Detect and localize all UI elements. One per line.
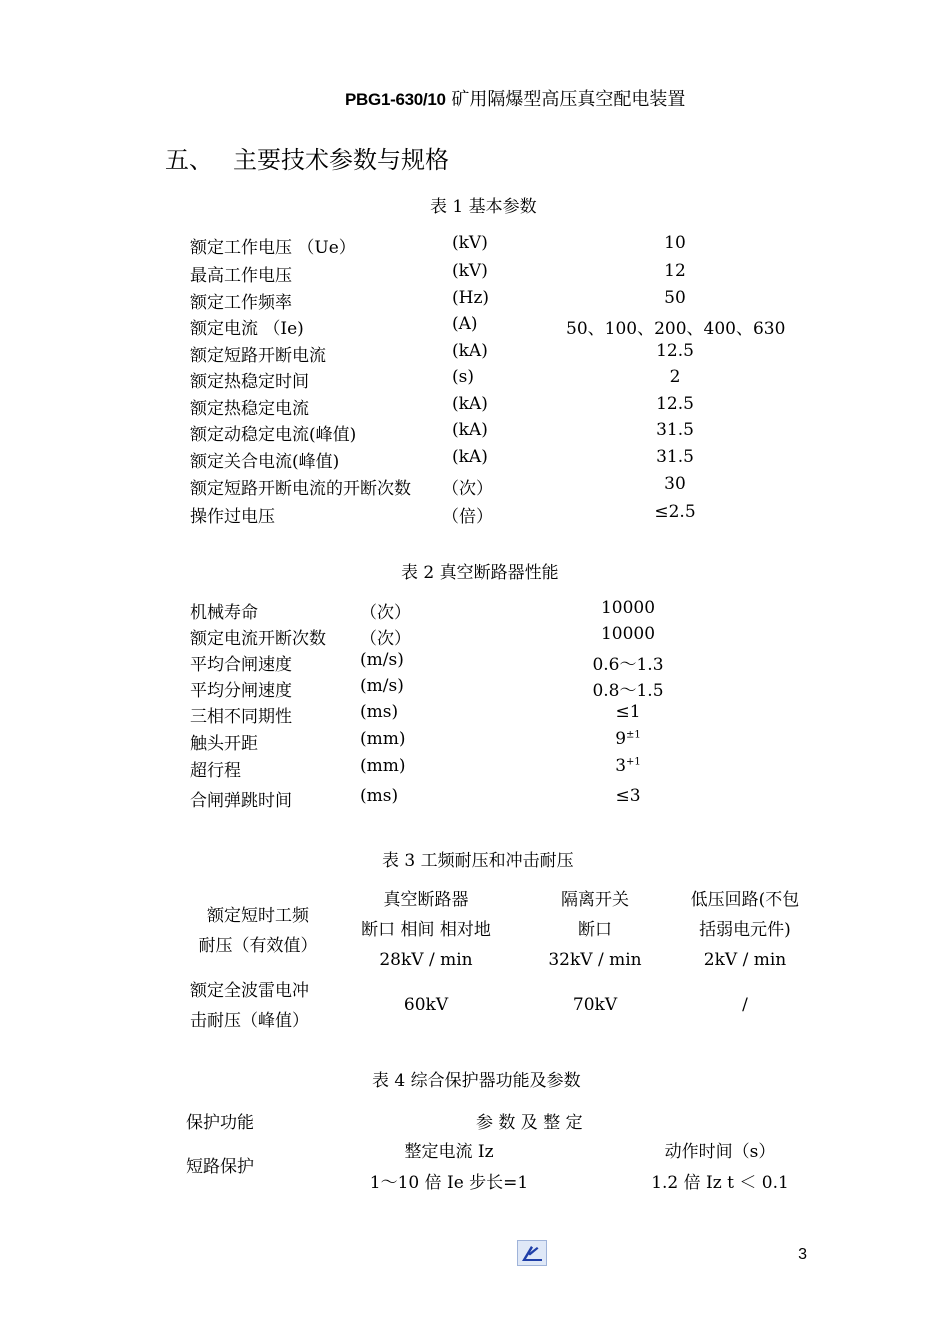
t3-row2-lv: / (742, 995, 748, 1015)
t2-r5-value: ≤1 (615, 702, 641, 722)
t2-r8-name: 合闸弹跳时间 (190, 791, 292, 811)
t3-vcb-title: 真空断路器 (383, 890, 469, 910)
t4-head-function: 保护功能 (186, 1113, 254, 1133)
t3-row2-vcb: 60kV (403, 995, 449, 1015)
t3-lv-title: 低压回路(不包 (690, 890, 800, 910)
t2-r7-tolerance: +1 (626, 756, 641, 768)
t3-iso-value: 32kV / min (548, 950, 642, 970)
t1-r11-name: 操作过电压 (190, 507, 275, 527)
t3-row2-iso: 70kV (572, 995, 618, 1015)
t1-r3-unit: (Hz) (452, 288, 490, 308)
table4-caption: 表 4 综合保护器功能及参数 (372, 1071, 581, 1091)
t2-r6-tolerance: ±1 (626, 729, 641, 741)
table1-caption: 表 1 基本参数 (430, 197, 537, 217)
t1-r4-value: 50、100、200、400、630 (566, 319, 786, 339)
t2-r1-value: 10000 (600, 598, 656, 618)
t2-r4-name: 平均分闸速度 (190, 681, 292, 701)
t3-col-low-voltage (670, 885, 820, 975)
t2-r1-name: 机械寿命 (190, 603, 258, 623)
t2-r7-unit: (mm) (360, 756, 406, 776)
section-heading (165, 140, 449, 175)
document-header (345, 85, 685, 111)
t1-r11-value: ≤2.5 (654, 502, 696, 522)
t3-col-vacuum-breaker (340, 885, 512, 975)
t1-r6-name: 额定热稳定时间 (190, 372, 309, 392)
t1-r9-unit: (kA) (452, 447, 488, 467)
t1-r10-name: 额定短路开断电流的开断次数 (190, 479, 411, 499)
t3-iso-title: 隔离开关 (561, 890, 629, 910)
t1-r9-name: 额定关合电流(峰值) (190, 452, 340, 472)
t2-r7-value: $3^{+1}$ (615, 756, 641, 776)
t1-r1-value: 10 (664, 233, 686, 253)
header-title: 矿用隔爆型高压真空配电装置 (451, 89, 686, 110)
t1-r5-value: 12.5 (656, 341, 694, 361)
company-logo-icon (517, 1240, 547, 1266)
t3-lv-sub: 括弱电元件) (699, 920, 791, 940)
t2-r2-name: 额定电流开断次数 (190, 629, 326, 649)
t1-r6-value: 2 (669, 367, 681, 387)
t1-r2-value: 12 (664, 261, 686, 281)
t2-r4-unit: (m/s) (360, 676, 404, 696)
t1-r10-value: 30 (664, 474, 686, 494)
t4-setting-value: 1～10 倍 Ie 步长=1 (369, 1173, 529, 1193)
t4-time-label: 动作时间（s） (664, 1142, 776, 1162)
t1-r1-unit: (kV) (452, 233, 488, 253)
table2-caption: 表 2 真空断路器性能 (401, 563, 559, 583)
t2-r3-value: 0.6～1.3 (592, 655, 664, 675)
section-title: 主要技术参数与规格 (233, 146, 449, 174)
t2-r2-value: 10000 (600, 624, 656, 644)
t2-r6-unit: (mm) (360, 729, 406, 749)
t2-r8-value: ≤3 (615, 786, 641, 806)
t1-r8-name: 额定动稳定电流(峰值) (190, 425, 357, 445)
t1-r7-unit: (kA) (452, 394, 488, 414)
t2-r2-unit: （次） (360, 629, 411, 649)
t1-r3-value: 50 (664, 288, 686, 308)
t2-r3-name: 平均合闸速度 (190, 655, 292, 675)
t4-time-value: 1.2 倍 Iz t ＜ 0.1 (651, 1173, 789, 1193)
t2-r6-name: 触头开距 (190, 734, 258, 754)
t1-r7-value: 12.5 (656, 394, 694, 414)
t2-r5-unit: (ms) (360, 702, 399, 722)
t1-r6-unit: (s) (452, 367, 474, 387)
table3-caption: 表 3 工频耐压和冲击耐压 (382, 851, 574, 871)
t1-r4-name: 额定电流 （Ie) (190, 319, 304, 339)
t3-row2-label: 额定全波雷电冲 击耐压（峰值） (190, 981, 309, 1031)
t1-r8-unit: (kA) (452, 420, 488, 440)
t1-r4-unit: (A) (452, 314, 478, 334)
t3-vcb-value: 28kV / min (379, 950, 473, 970)
t1-r2-unit: (kV) (452, 261, 488, 281)
t1-r7-name: 额定热稳定电流 (190, 399, 309, 419)
t4-row-name: 短路保护 (186, 1157, 254, 1177)
t2-r5-name: 三相不同期性 (190, 707, 292, 727)
header-model: PBG1-630/10 (345, 90, 446, 109)
t2-r4-value: 0.8～1.5 (592, 681, 664, 701)
t2-r1-unit: （次） (360, 603, 411, 623)
t1-r9-value: 31.5 (656, 447, 694, 467)
t2-r8-unit: (ms) (360, 786, 399, 806)
t3-iso-sub: 断口 (578, 920, 612, 940)
t2-r7-name: 超行程 (190, 761, 241, 781)
t4-head-params: 参 数 及 整 定 (476, 1113, 583, 1133)
t2-r3-unit: (m/s) (360, 650, 404, 670)
t4-setting-label: 整定电流 Iz (404, 1142, 494, 1162)
section-number: 五、 (165, 146, 213, 174)
t1-r5-name: 额定短路开断电流 (190, 346, 326, 366)
t1-r10-unit: （次） (442, 479, 493, 499)
page-number: 3 (798, 1246, 807, 1263)
t3-col-isolator (527, 885, 663, 975)
t1-r2-name: 最高工作电压 (190, 266, 292, 286)
t3-lv-value: 2kV / min (703, 950, 787, 970)
t1-r1-name: 额定工作电压 （Ue） (190, 238, 356, 258)
t2-r6-value: $9^{\pm 1}$ (615, 729, 641, 749)
t1-r5-unit: (kA) (452, 341, 488, 361)
t1-r8-value: 31.5 (656, 420, 694, 440)
t1-r11-unit: （倍） (442, 507, 493, 527)
t1-r3-name: 额定工作频率 (190, 293, 292, 313)
t3-row1-label: 额定短时工频 耐压（有效值） (198, 906, 318, 956)
t3-vcb-sub: 断口 相间 相对地 (361, 920, 491, 940)
